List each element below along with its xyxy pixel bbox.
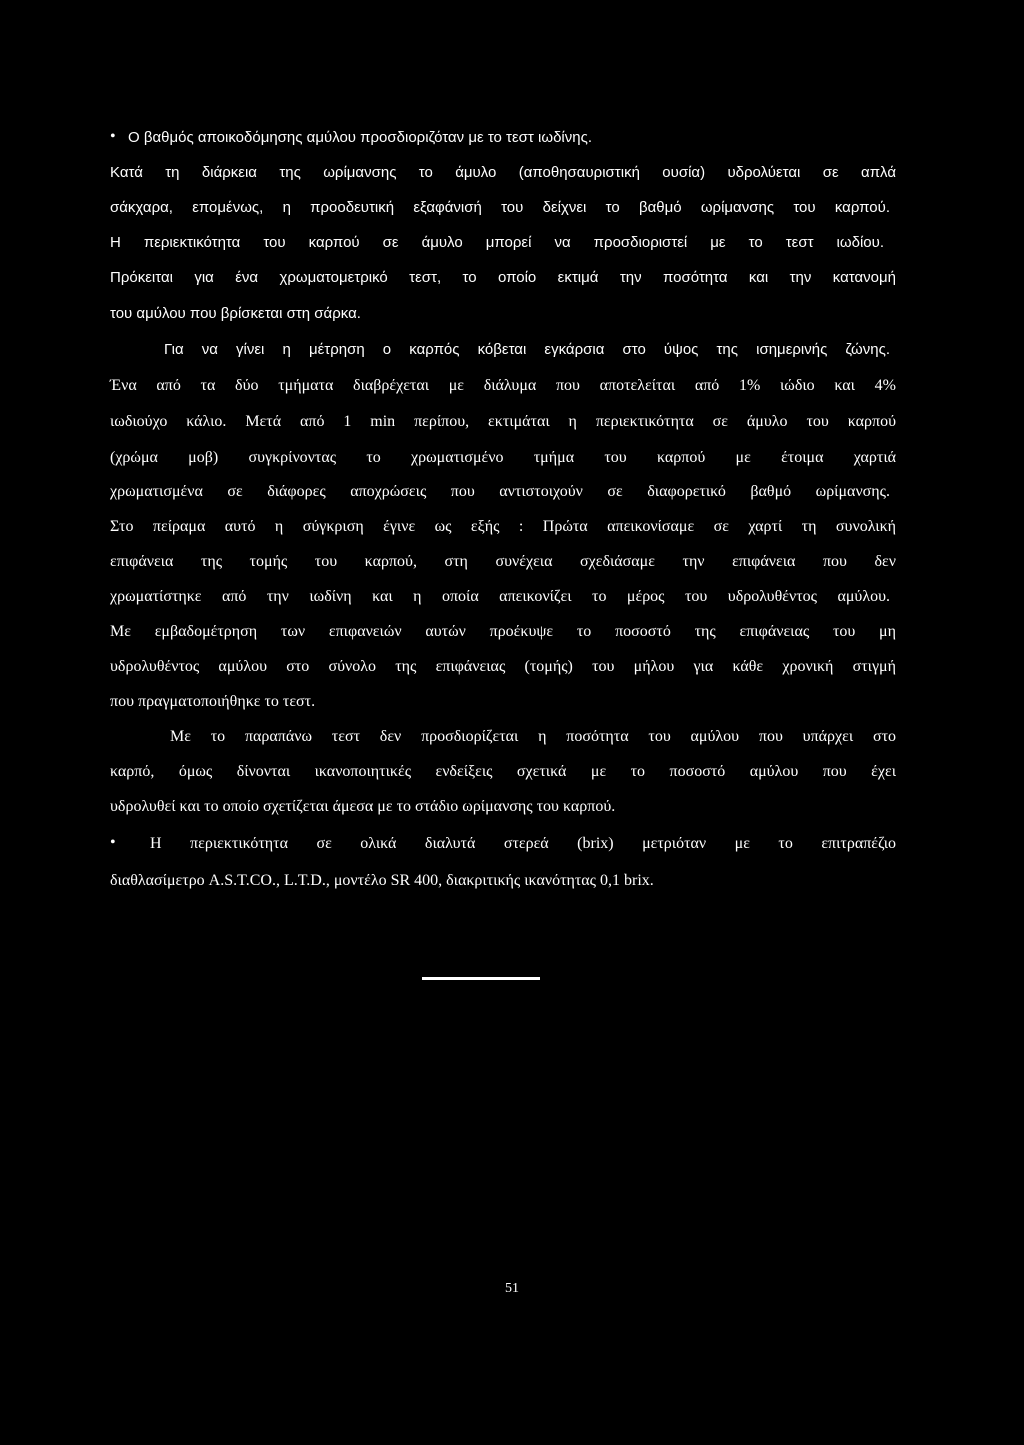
text-line-19: καρπό, όμως δίνονται ικανοποιητικές ενδείξεις σχετικά με το ποσοστό αμύλου που έχει [110, 763, 896, 780]
page-number: 51 [505, 1281, 519, 1296]
text-line-12: Στο πείραμα αυτό η σύγκριση έγινε ως εξής : Πρώτα απεικονίσαμε σε χαρτί τη συνολική [110, 518, 896, 535]
text-line-13: επιφάνεια της τομής του καρπού, στη συνέχεια σχεδιάσαμε την επιφάνεια που δεν [110, 553, 896, 570]
text-line-1: Ο βαθμός αποικοδόμησης αμύλου προσδιοριζόταν με το τεστ ιωδίνης. [128, 129, 592, 146]
text-line-8: Ένα από τα δύο τμήματα διαβρέχεται με διάλυμα που αποτελείται από 1% ιώδιο και 4% [110, 377, 896, 394]
text-line-18: Με το παραπάνω τεστ δεν προσδιορίζεται η ποσότητα του αμύλου που υπάρχει στο [170, 728, 896, 745]
text-line-20: υδρολυθεί και το οποίο σχετίζεται άμεσα με το στάδιο ωρίμανσης του καρπού. [110, 798, 616, 815]
text-line-3: σάκχαρα, επομένως, η προοδευτική εξαφάνισή του δείχνει το βαθμό ωρίμανσης του καρπού. [110, 199, 890, 216]
text-line-17: που πραγματοποιήθηκε το τεστ. [110, 693, 316, 710]
text-line-11: χρωματισμένα σε διάφορες αποχρώσεις που αντιστοιχούν σε διαφορετικό βαθμό ωρίμανσης. [110, 483, 890, 500]
text-line-6: του αμύλου που βρίσκεται στη σάρκα. [110, 305, 361, 322]
bullet-2: • [110, 834, 116, 851]
divider-rule [422, 977, 540, 980]
text-line-2: Κατά τη διάρκεια της ωρίμανσης το άμυλο (αποθησαυριστική ουσία) υδρολύεται σε απλά [110, 164, 896, 181]
text-line-10: (χρώμα μοβ) συγκρίνοντας το χρωματισμένο τμήμα του καρπού με έτοιμα χαρτιά [110, 449, 896, 466]
text-line-7: Για να γίνει η μέτρηση ο καρπός κόβεται εγκάρσια στο ύψος της ισημερινής ζώνης. [164, 341, 890, 358]
text-line-14: χρωματίστηκε από την ιωδίνη και η οποία απεικονίζει το μέρος του υδρολυθέντος αμύλου. [110, 588, 890, 605]
bullet-1: • [110, 128, 116, 145]
text-line-22: διαθλασίμετρο A.S.T.CO., L.T.D., μοντέλο SR 400, διακριτικής ικανότητας 0,1 brix. [110, 872, 654, 889]
text-line-5: Πρόκειται για ένα χρωματομετρικό τεστ, το οποίο εκτιμά την ποσότητα και την κατανομή [110, 269, 896, 286]
text-line-15: Με εμβαδομέτρηση των επιφανειών αυτών προέκυψε το ποσοστό της επιφάνειας του μη [110, 623, 896, 640]
text-line-4: Η περιεκτικότητα του καρπού σε άμυλο μπορεί να προσδιοριστεί με το τεστ ιωδίου. [110, 234, 884, 251]
text-line-16: υδρολυθέντος αμύλου στο σύνολο της επιφάνειας (τομής) του μήλου για κάθε χρονική στιγμή [110, 658, 896, 675]
text-line-21: Η περιεκτικότητα σε ολικά διαλυτά στερεά (brix) μετριόταν με το επιτραπέζιο [150, 835, 896, 852]
text-line-9: ιωδιούχο κάλιο. Μετά από 1 min περίπου, εκτιμάται η περιεκτικότητα σε άμυλο του καρπού [110, 413, 896, 430]
